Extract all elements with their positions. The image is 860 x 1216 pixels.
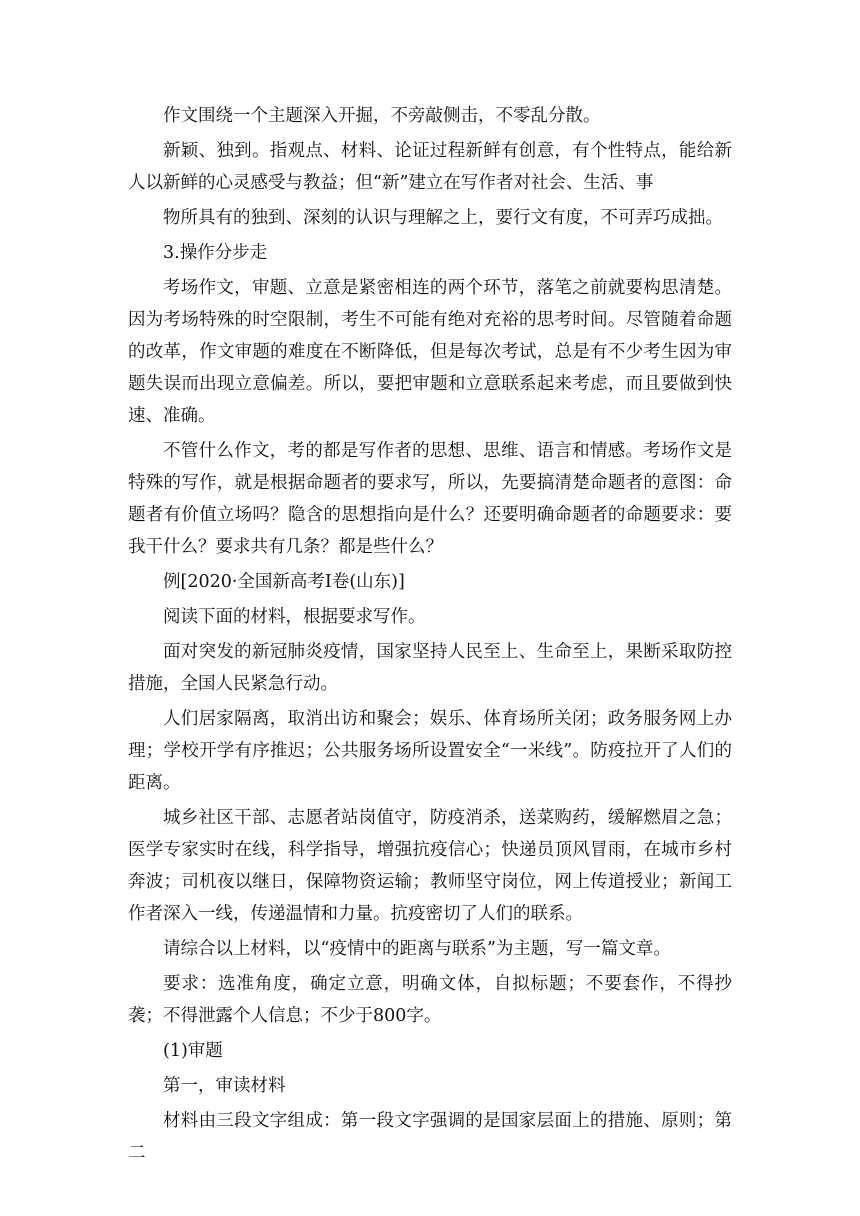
material-paragraph-3: 城乡社区干部、志愿者站岗值守，防疫消杀，送菜购药，缓解燃眉之急；医学专家实时在线，科学指导，增强抗疫信心；快递员顶风冒雨，在城市乡村奔波；司机夜以继日，保障物资运输；教师坚守岗位，网上传道授业；新闻工作者深入一线，传递温情和力量。抗疫密切了人们的联系。	[128, 808, 732, 924]
paragraph-4: 考场作文，审题、立意是紧密相连的两个环节，落笔之前就要构思清楚。因为考场特殊的时空限制，考生不可能有绝对充裕的思考时间。尽管随着命题的改革，作文审题的难度在不断降低，但是每次考试，总是有不少考生因为审题失误而出现立意偏差。所以，要把审题和立意联系起来考虑，而且要做到快速、准确。	[128, 278, 732, 426]
paragraph-5: 不管什么作文，考的都是写作者的思想、思维、语言和情感。考场作文是特殊的写作，就是根据命题者的要求写，所以，先要搞清楚命题者的意图：命题者有价值立场吗？隐含的思想指向是什么？还要明确命题者的命题要求：要我干什么？要求共有几条？都是些什么？	[128, 441, 732, 557]
example-title: 例[2020·全国新高考Ⅰ卷(山东)]	[163, 572, 405, 592]
paragraph-2: 新颖、独到。指观点、材料、论证过程新鲜有创意，有个性特点，能给新人以新鲜的心灵感受与教益；但“新”建立在写作者对社会、生活、事	[128, 141, 732, 193]
task-prompt: 请综合以上材料，以“疫情中的距离与联系”为主题，写一篇文章。	[163, 939, 671, 959]
material-paragraph-1: 面对突发的新冠肺炎疫情，国家坚持人民至上、生命至上，果断采取防控措施，全国人民紧急行动。	[128, 642, 732, 694]
material-paragraph-2: 人们居家隔离，取消出访和聚会；娱乐、体育场所关闭；政务服务网上办理；学校开学有序推迟；公共服务场所设置安全“一米线”。防疫拉开了人们的距离。	[128, 709, 732, 793]
instruction: 阅读下面的材料，根据要求写作。	[163, 607, 426, 627]
document-page	[128, 100, 732, 1172]
paragraph-1: 作文围绕一个主题深入开掘，不旁敲侧击，不零乱分散。	[163, 106, 601, 126]
paragraph-analysis: 材料由三段文字组成：第一段文字强调的是国家层面上的措施、原则；第二	[128, 1111, 732, 1163]
paragraph-3: 物所具有的独到、深刻的认识与理解之上，要行文有度，不可弄巧成拙。	[163, 208, 723, 228]
subheading-shenti: (1)审题	[163, 1041, 223, 1061]
requirements: 要求：选准角度，确定立意，明确文体，自拟标题；不要套作，不得抄袭；不得泄露个人信息；不少于800字。	[128, 974, 732, 1026]
section-heading: 3.操作分步走	[163, 243, 268, 263]
subheading-material-reading: 第一，审读材料	[163, 1076, 286, 1096]
